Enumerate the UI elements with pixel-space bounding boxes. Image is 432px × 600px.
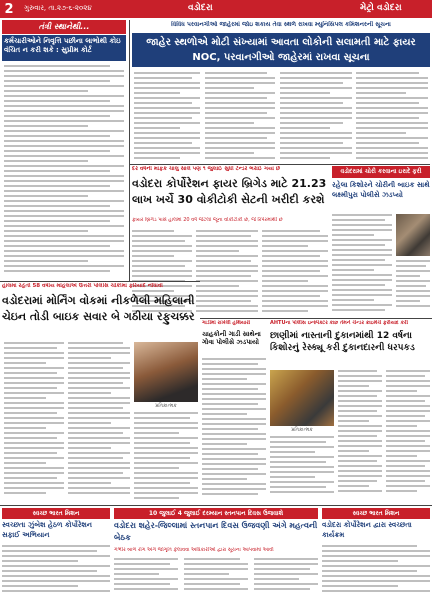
masthead-date: ગુરુવાર, તા.૨૭-૬-૨૦૨૪ xyxy=(24,4,92,12)
theft-photo xyxy=(396,214,430,256)
editorial-headline: કર્મચારીઓને નિવૃત્તિ પછીના લાભોથી કોઇ વંચિત ન કરી શકે : સુપ્રીમ કોર્ટ xyxy=(2,35,126,61)
fire-kicker: દર વર્ષની માફક ચાલુ સાલે પણ ૧ જુલાઈ સુધી ટેન્ડર ભરાઈ ગયા છે xyxy=(132,166,281,172)
walk-body-col-1 xyxy=(4,342,64,502)
chhani-body-col-2 xyxy=(386,370,430,502)
bottom-center-subhead: ગંભીર બાળ રોગ અંગે જાગૃતિ ફેલાવવા અધિકારીઓ દ્વારા સૂચના આપવામાં આવી xyxy=(114,547,274,553)
walk-kicker: હાલમાં રહેતી 58 વર્ષીય મહિલાએ ઉત્તરી પોલીસ ચોકીમાં ફરિયાદ નોંધાવી xyxy=(2,283,163,289)
bottom-right-kicker: સ્વચ્છ ભારત મિશન xyxy=(322,508,430,519)
chhani-headline: છાણીમાં નાસ્તાની દુકાનમાંથી 12 વર્ષના કિશોરનું રેસ્ક્યૂ કરી દુકાનદારની ધરપકડ xyxy=(270,331,415,353)
walk-headline: વડોદરામાં મોર્નિંગ વોકમાં નીકળેલી મહિલાની ચેઇન તોડી બાઇક સવાર બે ગઠીયા રફુચક્કર xyxy=(2,294,195,323)
editorial-kicker: તંત્રી સ્થાનેથી... xyxy=(2,20,126,34)
mid-kicker: ગાડીમાં રાખેલી હથિયારો xyxy=(202,320,251,326)
noc-body-col-1 xyxy=(134,72,200,162)
mid-headline: ચાહકોની ગાડી સાથેના ગોવા પોલીસે ઝડપાયો xyxy=(202,330,261,346)
chhani-body-col-1 xyxy=(338,370,382,502)
bottom-center-body-3 xyxy=(254,558,318,598)
fire-body-col-3 xyxy=(262,230,328,316)
bottom-left-body xyxy=(2,545,110,598)
fire-subhead: ફાયર બ્રિગેડ પાસે હાલમાં 20 વર્ષ જેટલાં જૂના વોકીટોકી છે, જે રિપેરમાંથી છે xyxy=(132,217,283,223)
noc-body-col-2 xyxy=(205,72,275,162)
bottom-left-kicker: સ્વચ્છ ભારત મિશન xyxy=(2,508,110,519)
bottom-center-body-1 xyxy=(114,558,178,598)
fire-headline: વડોદરા કોર્પોરેશન ફાયર બ્રિગેડ માટે 21.23 લાખ ખર્ચે 30 વોકીટોકી સેટની ખરીદી કરશે xyxy=(132,177,327,206)
divider xyxy=(0,505,432,506)
walk-body-col-2 xyxy=(68,342,130,502)
walk-photo xyxy=(134,342,198,402)
chhani-kicker: AHTUના પોલીસ ઇન્સ્પેક્ટર કાછ તેમને ચેન્ડર ક્રાઇમેચે ફરીયાદ કરી xyxy=(270,320,409,326)
theft-headline: રહેલા કિશોરને ચોરીની બાઇક સાથે લક્ષ્મીપુરા પોલીસે ઝડપ્યો xyxy=(332,181,430,199)
divider xyxy=(0,281,200,282)
noc-body-col-4 xyxy=(356,72,428,162)
theft-body-2 xyxy=(396,260,430,316)
masthead-edition: મેટ્રો વડોદરા xyxy=(360,3,402,13)
divider xyxy=(129,20,130,282)
theft-body xyxy=(332,214,392,316)
walk-body-col-3 xyxy=(134,412,198,502)
noc-kicker: વિવિધ પરવાનગીઓ જાહેરમાં જોઇ શકાય તેવા સ્થળે રાખવા મ્યુનિસિપલ કમિશનરની સૂચના xyxy=(171,21,391,28)
bottom-center-kicker: 10 જુલાઈ 4 જુલાઈ દરમ્યાન સ્તનપાન દિવસ ઉજવાશે xyxy=(114,508,318,519)
bottom-center-headline: વડોદરા શહેર-જિલ્લામાં સ્તનપાન દિવસ ઉજવણી અંગે મહત્વની બેઠક xyxy=(114,521,318,542)
noc-headline: જાહેર સ્થળોએ મોટી સંખ્યામાં આવતા લોકોની સલામતી માટે ફાયર NOC, પરવાનગીઓ જાહેરમાં રાખવા સૂચના xyxy=(132,33,430,67)
noc-body-col-3 xyxy=(280,72,352,162)
chhani-body-col-3 xyxy=(270,436,334,502)
divider xyxy=(200,318,432,319)
bottom-left-headline: સ્વચ્છતા ઝુંબેશ હેઠળ કોર્પોરેશન સફાઈ અભિયાન xyxy=(2,521,93,539)
page-number: 2 xyxy=(4,1,14,17)
bottom-center-body-2 xyxy=(184,558,248,598)
chhani-photo xyxy=(270,370,334,426)
divider xyxy=(130,164,430,165)
bottom-right-headline: વડોદરા કોર્પોરેશન દ્વારા સ્વચ્છતા કાર્યક્રમ xyxy=(322,521,412,539)
chhani-photo-caption: પ્રતિકાત્મક xyxy=(291,427,313,433)
masthead-city: વડોદરા xyxy=(188,3,213,13)
mid-body xyxy=(202,358,266,502)
editorial-body xyxy=(4,65,124,277)
bottom-right-body xyxy=(322,545,430,598)
fire-body-col-2 xyxy=(196,230,258,316)
theft-kicker: વડોદરામાં ચોરી કરવાના ઇરાદે ફરી xyxy=(332,166,430,178)
walk-photo-caption: પ્રતિકાત્મક xyxy=(155,403,177,409)
